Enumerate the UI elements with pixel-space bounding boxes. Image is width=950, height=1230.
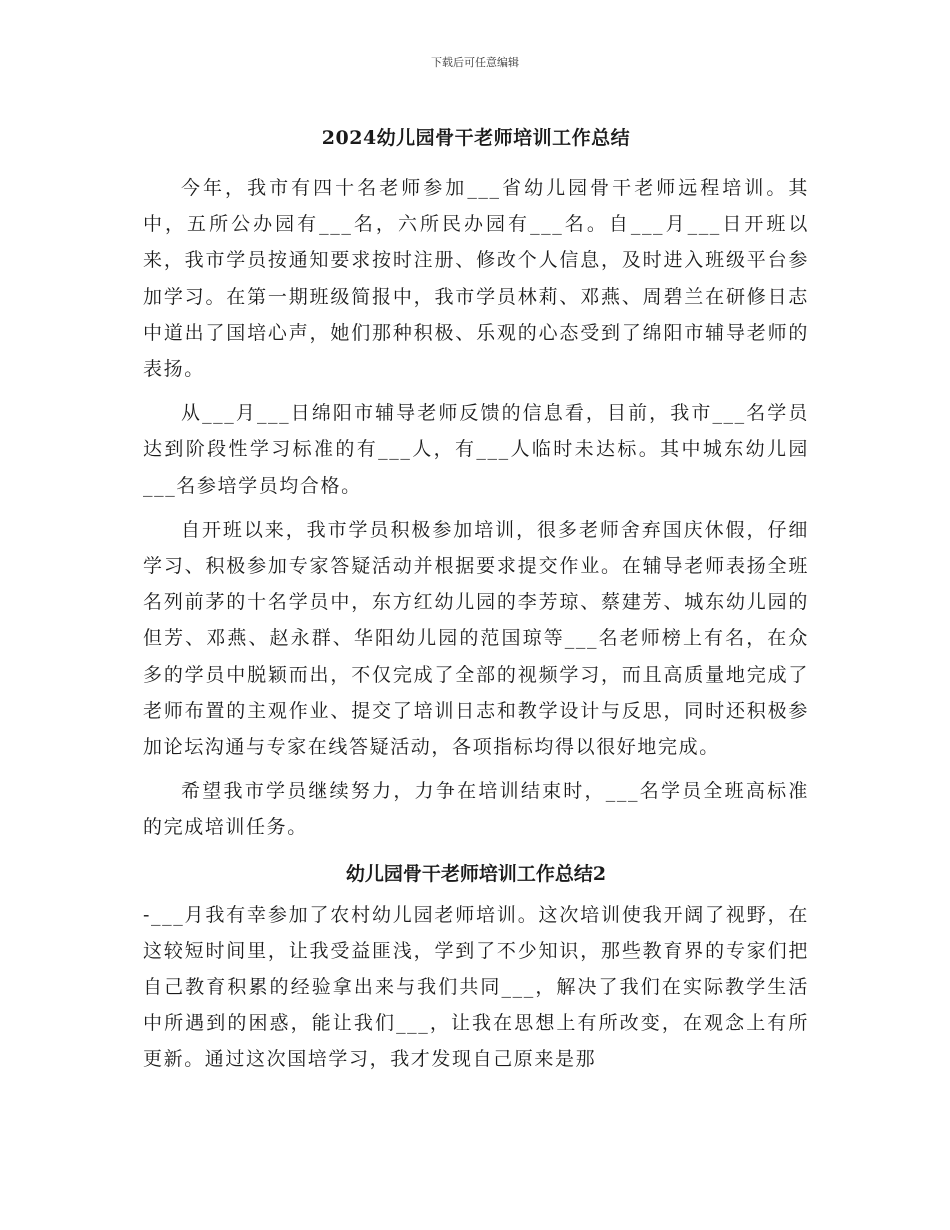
header-note: 下载后可任意编辑 <box>431 56 519 69</box>
paragraph-2: 从___月___日绵阳市辅导老师反馈的信息看，目前，我市___名学员达到阶段性学习标准的有___人，有___人临时未达标。其中城东幼儿园___名参培学员均合格。 <box>143 402 809 497</box>
paragraph-4: 希望我市学员继续努力，力争在培训结束时，___名学员全班高标准的完成培训任务。 <box>143 780 809 839</box>
section-title-2: 幼儿园骨干老师培训工作总结2 <box>345 862 607 885</box>
paragraph-1: 今年，我市有四十名老师参加___省幼儿园骨干老师远程培训。其中，五所公办园有___名，六所民办园有___名。自___月___日开班以来，我市学员按通知要求按时注册、修改个人信息，及时进入班级平台参加学习。在第一期班级简报中，我市学员林莉、邓燕、周碧兰在研修日志中道出了国培心声，她们那种积极、乐观的心态受到了绵阳市辅导老师的表扬。 <box>143 177 809 381</box>
paragraph-5: -___月我有幸参加了农村幼儿园老师培训。这次培训使我开阔了视野，在这较短时间里，让我受益匪浅，学到了不少知识，那些教育界的专家们把自己教育积累的经验拿出来与我们共同___，解决了我们在实际教学生活中所遇到的困惑，能让我们___，让我在思想上有所改变，在观念上有所更新。通过这次国培学习，我才发现自己原来是那 <box>143 903 809 1071</box>
paragraph-3: 自开班以来，我市学员积极参加培训，很多老师舍弃国庆休假，仔细学习、积极参加专家答疑活动并根据要求提交作业。在辅导老师表扬全班名列前茅的十名学员中，东方红幼儿园的李芳琼、蔡建芳、城东幼儿园的但芳、邓燕、赵永群、华阳幼儿园的范国琼等___名老师榜上有名，在众多的学员中脱颖而出，不仅完成了全部的视频学习，而且高质量地完成了老师布置的主观作业、提交了培训日志和教学设计与反思，同时还积极参加论坛沟通与专家在线答疑活动，各项指标均得以很好地完成。 <box>143 518 809 759</box>
document-body <box>143 118 809 1086</box>
document-title: 2024幼儿园骨干老师培训工作总结 <box>321 127 631 149</box>
